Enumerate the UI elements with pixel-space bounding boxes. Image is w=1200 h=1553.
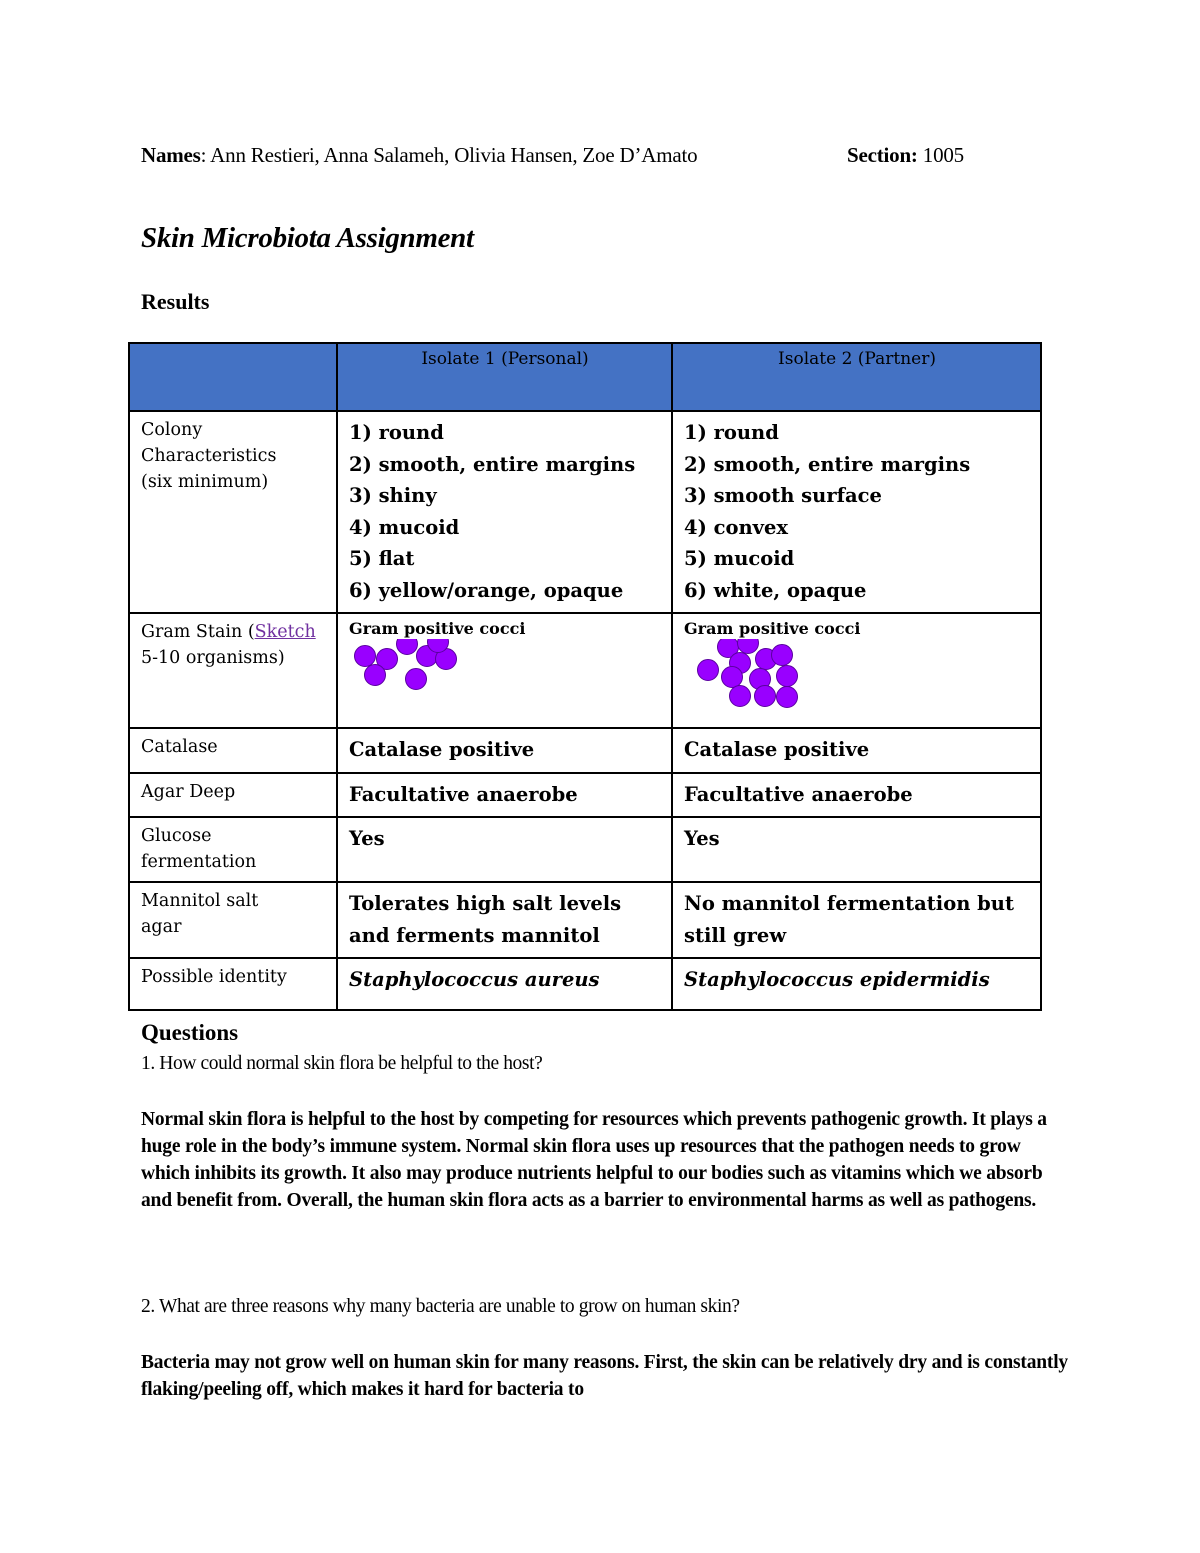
- colony-trait: 1) round: [349, 421, 444, 444]
- table-row: [129, 728, 1041, 773]
- cell-isolate1: Staphylococcus aureus: [337, 958, 672, 1010]
- cell-isolate2: No mannitol fermentation but still grew: [672, 882, 1041, 958]
- row-label-gram: [129, 613, 337, 728]
- header-cell-isolate1: Isolate 1 (Personal): [337, 343, 672, 411]
- answer-2: Bacteria may not grow well on human skin for many reasons. First, the skin can be relatively dry and is constantly flaking/peeling off, which makes it hard for bacteria to: [141, 1352, 1068, 1400]
- question-1: 1. How could normal skin flora be helpful to the host?: [141, 1053, 543, 1074]
- colony-trait: 1) round: [684, 421, 779, 444]
- cell-isolate1: Catalase positive: [337, 728, 672, 773]
- table-row-colony: [129, 411, 1041, 613]
- colony-trait: 5) flat: [349, 547, 415, 570]
- gram-isolate1: [337, 613, 672, 728]
- coccus: [777, 666, 798, 687]
- gram-result: Gram positive cocci: [349, 619, 526, 638]
- colony-trait: 3) shiny: [349, 484, 437, 507]
- row-label: Possible identity: [129, 958, 337, 1010]
- results-heading: Results: [141, 289, 210, 314]
- table-header-row: [129, 343, 1041, 411]
- cell-isolate2: Staphylococcus epidermidis: [672, 958, 1041, 1010]
- coccus: [722, 667, 743, 688]
- colony-trait: 3) smooth surface: [684, 484, 882, 507]
- coccus: [772, 645, 793, 666]
- colony-isolate2: [672, 411, 1041, 613]
- section-label: Section:: [847, 143, 918, 167]
- document-title: Skin Microbiota Assignment: [141, 222, 474, 254]
- coccus: [738, 639, 759, 654]
- coccus: [397, 639, 418, 655]
- colony-trait: 2) smooth, entire margins: [684, 452, 971, 476]
- table-row: [129, 882, 1041, 958]
- row-label: Mannitol salt agar: [129, 882, 337, 958]
- colony-trait: 6) white, opaque: [684, 578, 867, 602]
- coccus: [730, 686, 751, 707]
- answer-1: Normal skin flora is helpful to the host by competing for resources which prevents pathogenic growth. It plays a huge role in the body’s immune system. Normal skin flora uses up resources that the pathogen needs to grow which inhibits its growth. It also may produce nutrients helpful to our bodies such as vitamins which we absorb and benefit from. Overall, the human skin flora acts as a barrier to environmental harms as well as pathogens.: [141, 1109, 1047, 1211]
- table-row: [129, 817, 1041, 882]
- names-line: [141, 143, 1041, 168]
- colony-trait: 4) mucoid: [349, 515, 460, 539]
- cell-isolate1: Yes: [337, 817, 672, 882]
- header-cell-empty: [129, 343, 337, 411]
- colony-trait: 6) yellow/orange, opaque: [349, 578, 624, 602]
- coccus: [365, 665, 386, 686]
- coccus: [777, 687, 798, 708]
- coccus: [755, 686, 776, 707]
- row-label: Agar Deep: [129, 773, 337, 818]
- coccus: [698, 660, 719, 681]
- cell-isolate2: Catalase positive: [672, 728, 1041, 773]
- colony-trait: 2) smooth, entire margins: [349, 452, 636, 476]
- coccus: [406, 669, 427, 690]
- section-value: 1005: [917, 143, 964, 167]
- gram-isolate2: [672, 613, 1041, 728]
- colony-trait: 5) mucoid: [684, 547, 795, 570]
- gram-result: Gram positive cocci: [684, 619, 861, 638]
- table-row: [129, 773, 1041, 818]
- colony-trait: 4) convex: [684, 515, 789, 539]
- colony-isolate1: [337, 411, 672, 613]
- cell-isolate1: Facultative anaerobe: [337, 773, 672, 818]
- names-value: : Ann Restieri, Anna Salameh, Olivia Hansen, Zoe D’Amato: [200, 143, 698, 167]
- section-field: [847, 143, 964, 168]
- gram-label-suffix: 5-10 organisms): [141, 648, 285, 668]
- cocci-sketch-isolate1: [349, 639, 661, 699]
- cell-isolate1: Tolerates high salt levels and ferments mannitol: [337, 882, 672, 958]
- questions-heading: Questions: [141, 1020, 239, 1045]
- table-row: [129, 958, 1041, 1010]
- cell-isolate2: Facultative anaerobe: [672, 773, 1041, 818]
- gram-label-prefix: Gram Stain (: [141, 622, 255, 642]
- row-label-colony: Colony Characteristics (six minimum): [129, 411, 337, 613]
- results-table: [128, 342, 1042, 1011]
- sketch-link[interactable]: Sketch: [254, 622, 316, 642]
- row-label: Catalase: [129, 728, 337, 773]
- cocci-sketch-isolate2: [684, 639, 1030, 721]
- header-cell-isolate2: Isolate 2 (Partner): [672, 343, 1041, 411]
- cell-isolate2: Yes: [672, 817, 1041, 882]
- question-2: 2. What are three reasons why many bacteria are unable to grow on human skin?: [141, 1296, 740, 1317]
- row-label: Glucose fermentation: [129, 817, 337, 882]
- table-row-gram: [129, 613, 1041, 728]
- coccus: [355, 646, 376, 667]
- names-label: Names: [141, 143, 201, 167]
